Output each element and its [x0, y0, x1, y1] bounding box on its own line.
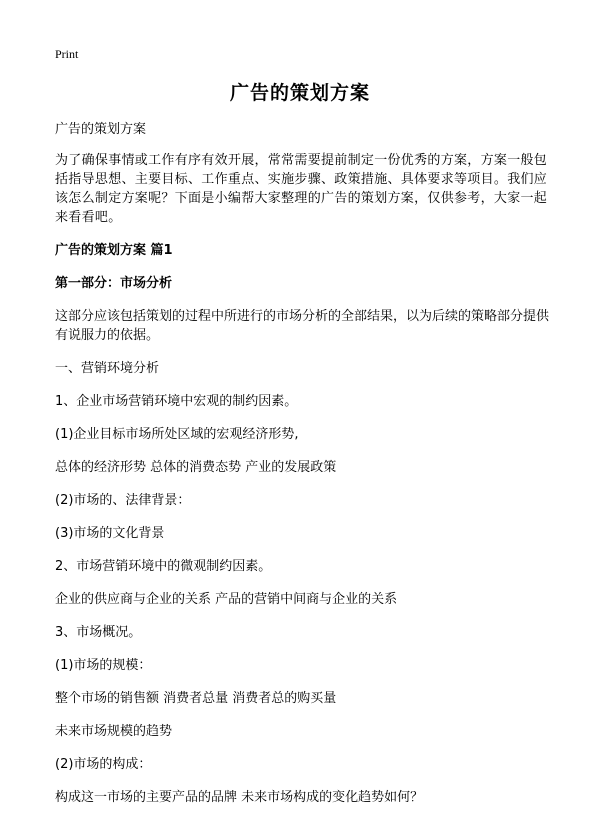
list-line: 整个市场的销售额 消费者总量 消费者总的购买量 [55, 691, 337, 706]
list-line: 总体的经济形势 总体的消费态势 产业的发展政策 [55, 460, 337, 475]
list-line: 企业的供应商与企业的关系 产品的营销中间商与企业的关系 [55, 592, 398, 607]
part-heading: 第一部分：市场分析 [55, 276, 173, 291]
list-line: 构成这一市场的主要产品的品牌 未来市场构成的变化趋势如何？ [55, 790, 424, 805]
list-line: 2、市场营销环境中的微观制约因素。 [55, 559, 272, 574]
list-line: (2)市场的、法律背景： [55, 493, 191, 508]
list-line: 一、营销环境分析 [55, 361, 160, 376]
section-heading: 广告的策划方案 篇1 [55, 243, 173, 258]
list-line: (2)市场的构成： [55, 757, 152, 772]
list-line: (3)市场的文化背景 [55, 526, 165, 541]
article-body [55, 120, 555, 821]
part-description: 这部分应该包括策划的过程中所进行的市场分析的全部结果，以为后续的策略部分提供有说服力的依据。 [55, 309, 550, 343]
list-line: (1)市场的规模： [55, 658, 152, 673]
list-line: 未来市场规模的趋势 [55, 724, 173, 739]
intro-paragraph: 为了确保事情或工作有序有效开展，常常需要提前制定一份优秀的方案，方案一般包括指导思想、主要目标、工作重点、实施步骤、政策措施、具体要求等项目。我们应该怎么制定方案呢？下面是小编帮大家整理的广告的策划方案，仅供参考，大家一起来看看吧。 [55, 153, 548, 225]
list-line: 1、企业市场营销环境中宏观的制约因素。 [55, 394, 298, 409]
list-line: (1)企业目标市场所处区域的宏观经济形势, [55, 427, 299, 442]
list-line: 3、市场概况。 [55, 625, 142, 640]
page-title: 广告的策划方案 [229, 82, 370, 104]
article-subtitle: 广告的策划方案 [55, 122, 147, 137]
print-label[interactable]: Print [55, 47, 79, 61]
